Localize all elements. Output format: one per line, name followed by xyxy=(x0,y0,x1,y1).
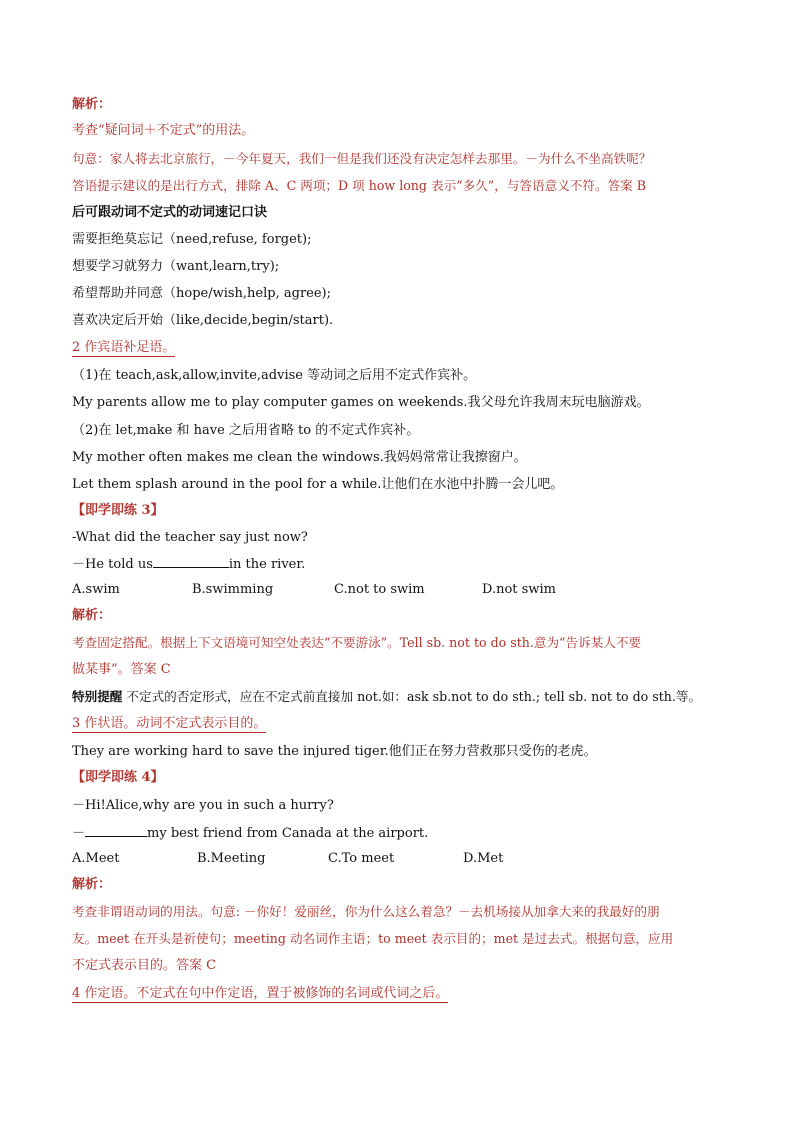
analysis-heading: 解析： xyxy=(72,97,112,112)
example-sentence: My mother often makes me clean the windows.我妈妈常常让我擦窗户。 xyxy=(72,450,527,465)
analysis-text: 不定式表示目的。答案 C xyxy=(72,958,217,973)
section-heading xyxy=(72,715,266,733)
question-line xyxy=(72,555,305,574)
special-note-label: 特别提醒 xyxy=(72,689,123,704)
analysis-heading: 解析： xyxy=(72,608,112,623)
section-heading-text: 4 作定语。不定式在句中作定语，置于被修饰的名词或代词之后。 xyxy=(72,986,449,1001)
example-sentence: My parents allow me to play computer games on weekends.我父母允许我周末玩电脑游戏。 xyxy=(72,395,650,410)
analysis-text: 考查固定搭配。根据上下文语境可知空处表达“不要游泳”。Tell sb. not to do sth.意为“告诉某人不要 xyxy=(72,635,642,650)
question-text: － xyxy=(72,826,86,841)
analysis-text: 友。meet 在开头是祈使句；meeting 动名词作主语；to meet 表示目的；met 是过去式。根据句意，应用 xyxy=(72,931,674,946)
analysis-text: 做某事”。答案 C xyxy=(72,662,171,677)
exercise-heading: 【即学即练 4】 xyxy=(72,770,164,785)
answer-blank xyxy=(85,824,147,837)
question-line xyxy=(72,824,428,843)
analysis-text: 考查非谓语动词的用法。句意: －你好！爱丽丝，你为什么这么着急？－去机场接从加拿大来的我最好的朋 xyxy=(72,904,660,919)
option-b: B.Meeting xyxy=(197,851,266,866)
option-a: A.Meet xyxy=(72,851,120,866)
option-c: C.To meet xyxy=(328,851,395,866)
answer-blank xyxy=(153,555,229,568)
section-heading: 后可跟动词不定式的动词速记口诀 xyxy=(72,205,268,220)
example-sentence: They are working hard to save the injured tiger.他们正在努力营救那只受伤的老虎。 xyxy=(72,744,597,759)
rule-line: （1)在 teach,ask,allow,invite,advise 等动词之后用不定式作宾补。 xyxy=(72,368,477,383)
question-line: -What did the teacher say just now? xyxy=(72,530,308,545)
analysis-heading: 解析： xyxy=(72,877,112,892)
question-text: in the river. xyxy=(228,557,306,572)
question-text: －He told us xyxy=(72,557,153,572)
section-heading-text: 2 作宾语补足语。 xyxy=(72,340,176,355)
special-note xyxy=(72,688,701,706)
question-text: my best friend from Canada at the airport. xyxy=(147,826,429,841)
option-c: C.not to swim xyxy=(334,582,425,597)
mnemonic-line: 需要拒绝莫忘记（need,refuse, forget); xyxy=(72,232,312,247)
rule-line: （2)在 let,make 和 have 之后用省略 to 的不定式作宾补。 xyxy=(72,423,420,438)
option-d: D.Met xyxy=(463,851,504,866)
section-heading-text: 3 作状语。动词不定式表示目的。 xyxy=(72,716,267,731)
example-sentence: Let them splash around in the pool for a while.让他们在水池中扑腾一会儿吧。 xyxy=(72,477,564,492)
exercise-heading: 【即学即练 3】 xyxy=(72,503,164,518)
special-note-text: 不定式的否定形式，应在不定式前直接加 not.如：ask sb.not to do sth.; tell sb. not to do sth.等。 xyxy=(122,689,702,704)
analysis-text: 句意：家人将去北京旅行，－今年夏天，我们一但是我们还没有决定怎样去那里。－为什么不坐高铁呢？ xyxy=(72,151,652,166)
mnemonic-line: 喜欢决定后开始（like,decide,begin/start). xyxy=(72,313,334,328)
option-a: A.swim xyxy=(72,582,120,597)
option-b: B.swimming xyxy=(192,582,274,597)
mnemonic-line: 希望帮助并同意（hope/wish,help, agree); xyxy=(72,286,331,301)
section-heading xyxy=(72,985,448,1003)
option-d: D.not swim xyxy=(482,582,556,597)
analysis-text: 答语提示建议的是出行方式，排除 A、C 两项；D 项 how long 表示“多久”，与答语意义不符。答案 B xyxy=(72,178,647,193)
section-heading xyxy=(72,339,175,357)
question-line: －Hi!Alice,why are you in such a hurry? xyxy=(72,798,334,813)
mnemonic-line: 想要学习就努力（want,learn,try); xyxy=(72,259,280,274)
analysis-text: 考查“疑问词＋不定式”的用法。 xyxy=(72,123,255,138)
